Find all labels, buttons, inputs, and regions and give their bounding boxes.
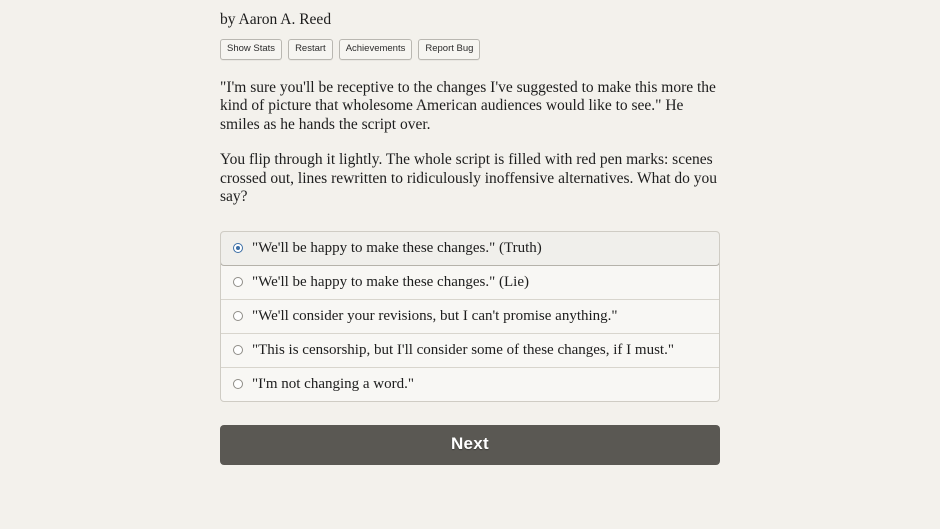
choice-option[interactable] — [221, 368, 719, 401]
game-toolbar — [220, 39, 720, 60]
choice-option[interactable] — [221, 266, 719, 300]
choice-option[interactable] — [221, 300, 719, 334]
choice-label: "This is censorship, but I'll consider some of these changes, if I must." — [252, 341, 674, 358]
story-paragraph-1: "I'm sure you'll be receptive to the changes I've suggested to make this more the kind of picture that wholesome American audiences would like to see." He smiles as he hands the script over. — [220, 78, 716, 133]
story-text — [220, 79, 720, 207]
show-stats-button[interactable]: Show Stats — [220, 39, 282, 60]
choice-label: "I'm not changing a word." — [252, 375, 414, 392]
radio-icon[interactable] — [233, 311, 243, 321]
report-bug-button[interactable]: Report Bug — [418, 39, 480, 60]
choice-label: "We'll be happy to make these changes." (Truth) — [252, 239, 542, 256]
story-column — [220, 0, 720, 465]
choice-label: "We'll be happy to make these changes." (Lie) — [252, 273, 529, 290]
radio-icon[interactable] — [233, 379, 243, 389]
restart-button[interactable]: Restart — [288, 39, 333, 60]
author-byline: by Aaron A. Reed — [220, 11, 332, 28]
radio-icon[interactable] — [233, 243, 243, 253]
choice-option[interactable] — [221, 334, 719, 368]
choice-list — [220, 231, 720, 402]
story-paragraph-2: You flip through it lightly. The whole script is filled with red pen marks: scenes crossed out, lines rewritten to ridiculously inoffensive alternatives. What do you say? — [220, 151, 718, 205]
radio-icon[interactable] — [233, 277, 243, 287]
choice-label: "We'll consider your revisions, but I can't promise anything." — [252, 307, 618, 324]
radio-icon[interactable] — [233, 345, 243, 355]
choice-option[interactable] — [220, 231, 720, 266]
achievements-button[interactable]: Achievements — [339, 39, 413, 60]
next-button[interactable]: Next — [220, 425, 720, 465]
